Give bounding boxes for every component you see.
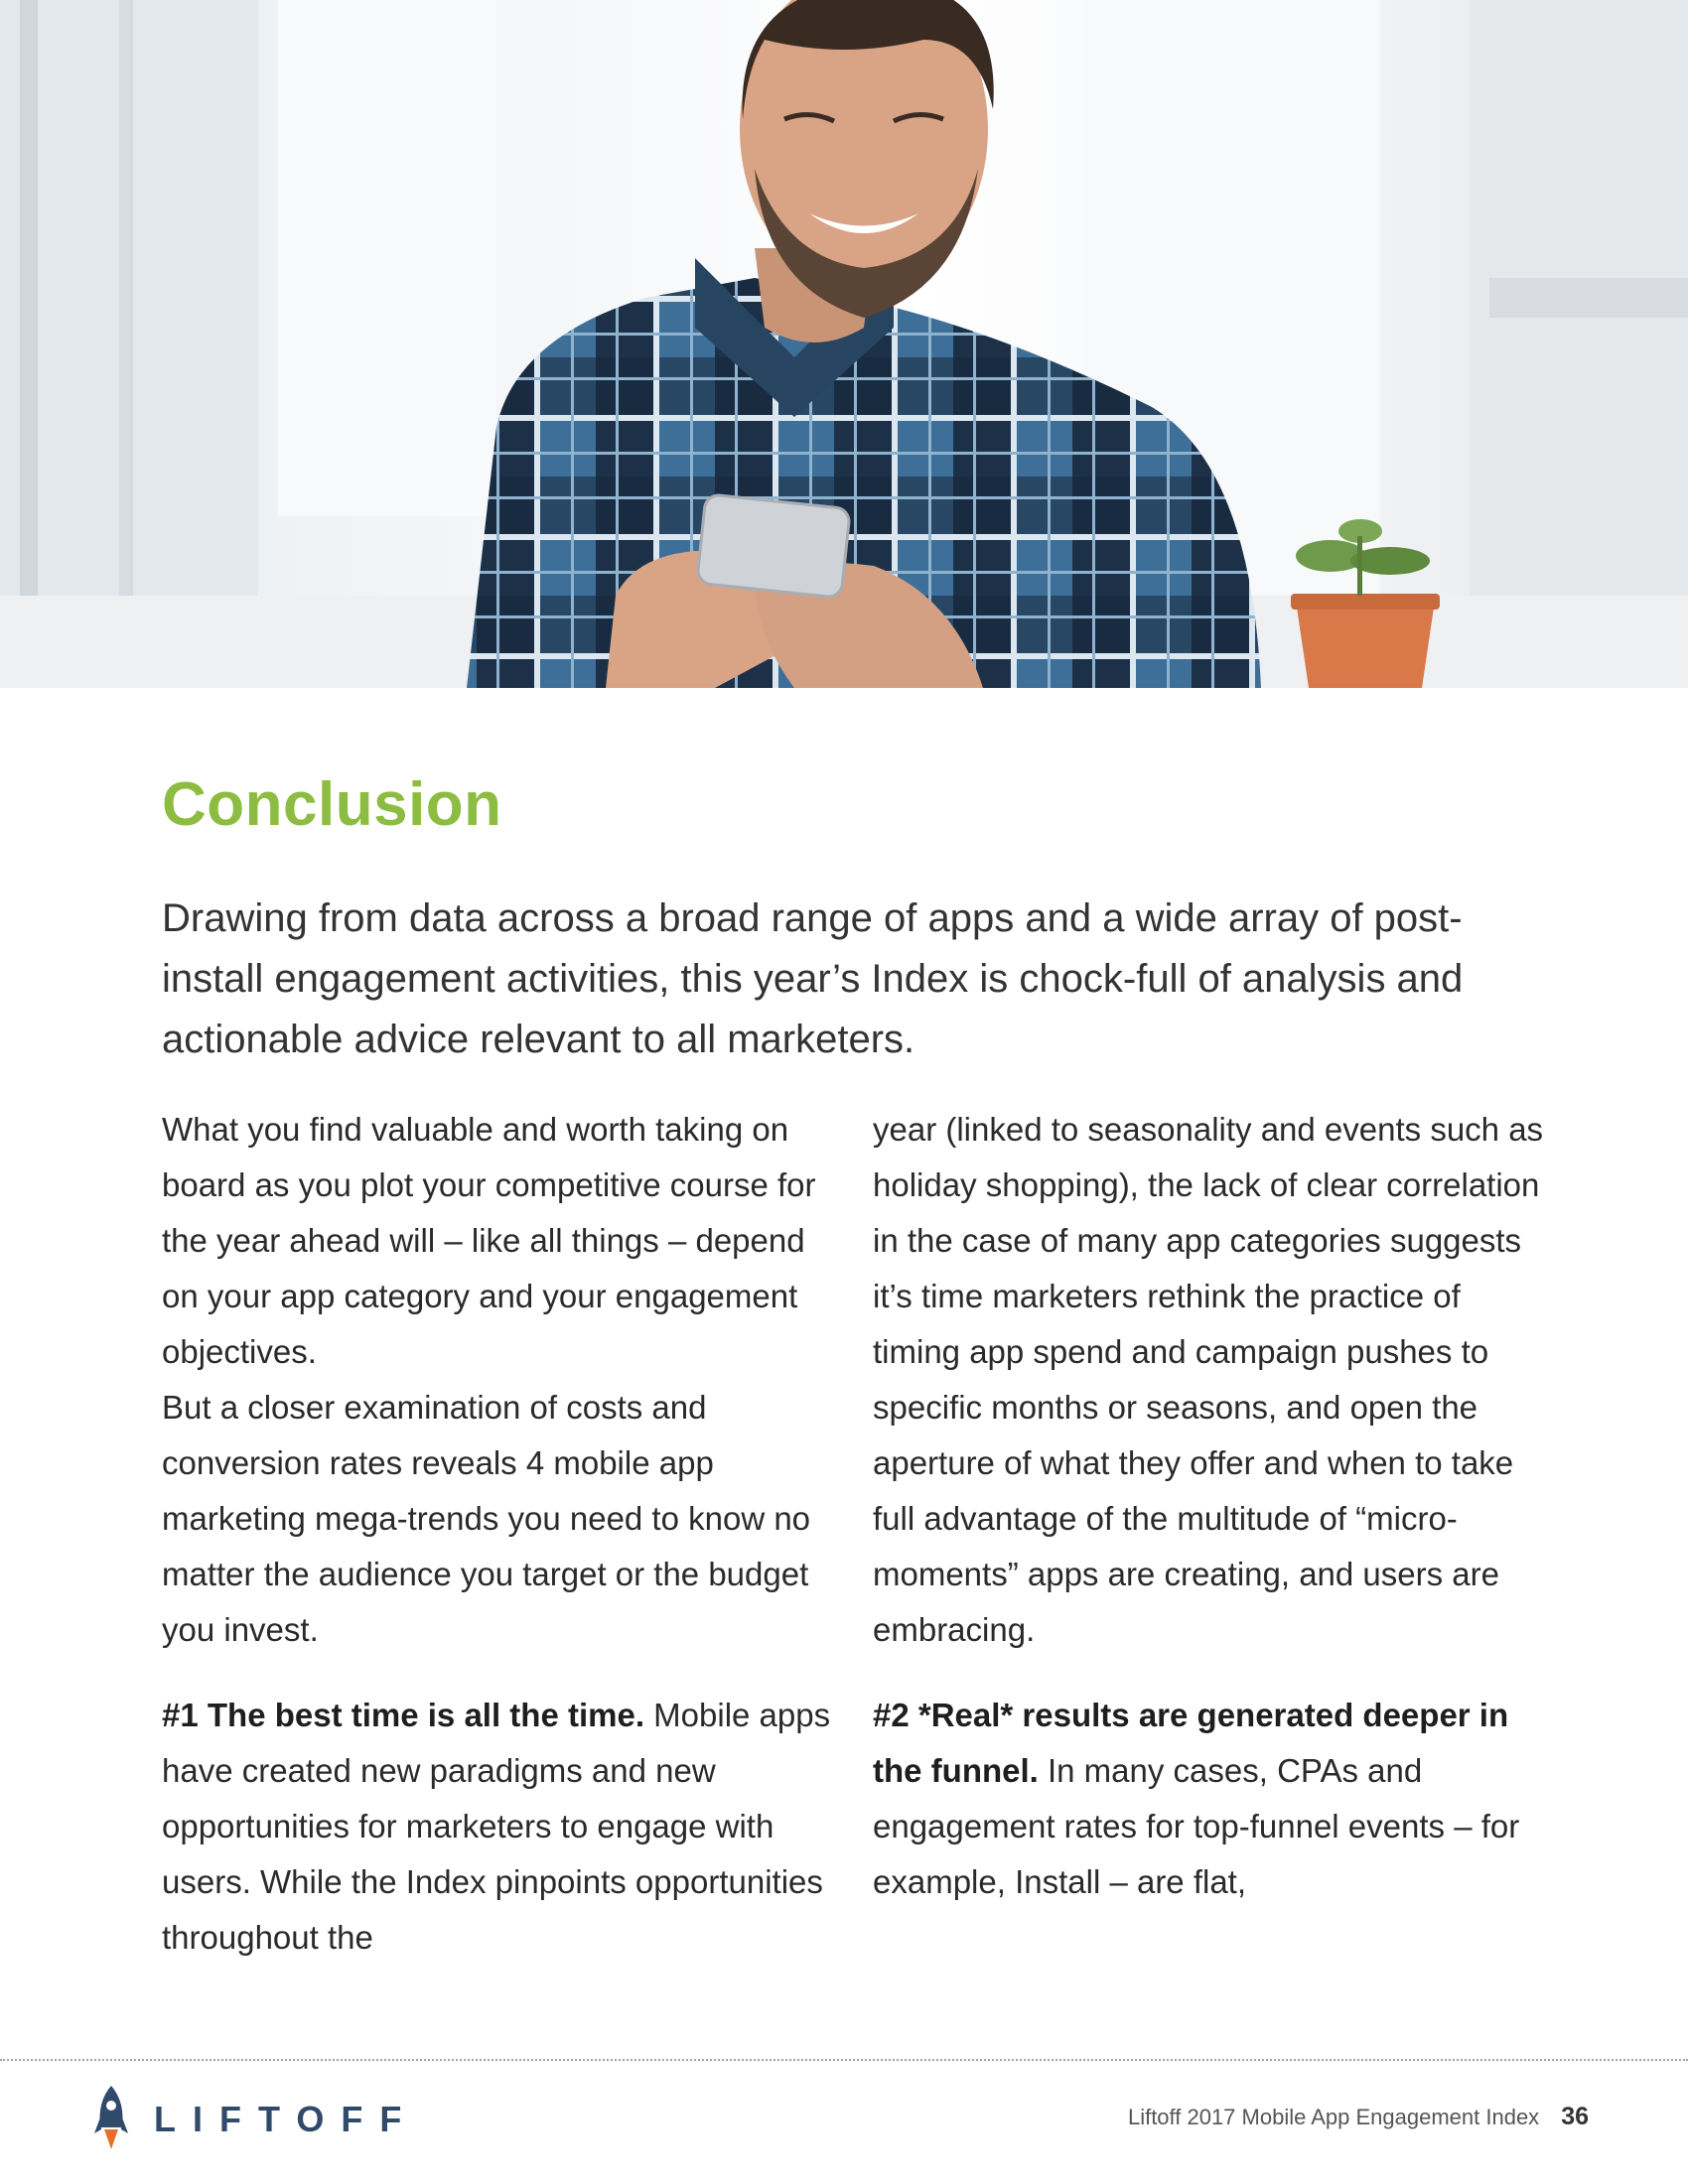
man-with-phone-illustration: [0, 0, 1688, 688]
right-paragraph-1: year (linked to seasonality and events such as holiday shopping), the lack of clear correlation in the case of many app categories suggests it’s time marketers rethink the practice of timing app spend and campaign pushes to specific months or seasons, and open the aperture of what they offer and when to take full advantage of the multitude of “micro-moments” apps are creating, and users are embracing.: [873, 1111, 1544, 1648]
footer-info: [1128, 2103, 1589, 2131]
trend-1-heading: #1 The best time is all the time.: [162, 1697, 644, 1733]
liftoff-logo: [94, 2085, 418, 2154]
left-column: [162, 1102, 837, 1966]
trend-2-body: In many cases, CPAs and engagement rates for top-funnel events – for example, Install – are flat,: [873, 1752, 1520, 1900]
trend-2-paragraph: [873, 1688, 1548, 1910]
trend-2-heading: #2 *Real* results are generated deeper in the funnel.: [873, 1697, 1509, 1789]
footer-divider: [0, 2059, 1688, 2061]
trend-1-body: Mobile apps have created new paradigms and new opportunities for marketers to engage with users. While the Index pinpoints opportunities throughout the: [162, 1697, 831, 1956]
page-number: 36: [1561, 2103, 1589, 2130]
lead-paragraph: Drawing from data across a broad range of apps and a wide array of post-install engagement activities, this year’s Index is chock-full of analysis and actionable advice relevant to all marketers.: [162, 896, 1464, 1061]
left-paragraph-1: What you find valuable and worth taking on board as you plot your competitive course for the year ahead will – like all things – depend on your app category and your engagement objectives.: [162, 1111, 816, 1370]
rocket-icon: [94, 2084, 128, 2156]
hero-photo: [0, 0, 1688, 688]
publication-name: Liftoff 2017 Mobile App Engagement Index: [1127, 2105, 1540, 2129]
trend-1-paragraph: [162, 1688, 837, 1966]
right-column: [873, 1102, 1548, 1910]
logo-wordmark: LIFTOFF: [154, 2099, 419, 2139]
page-title: Conclusion: [162, 770, 502, 839]
left-paragraph-2: But a closer examination of costs and conversion rates reveals 4 mobile app marketing mega-trends you need to know no matter the audience you target or the budget you invest.: [162, 1389, 811, 1648]
